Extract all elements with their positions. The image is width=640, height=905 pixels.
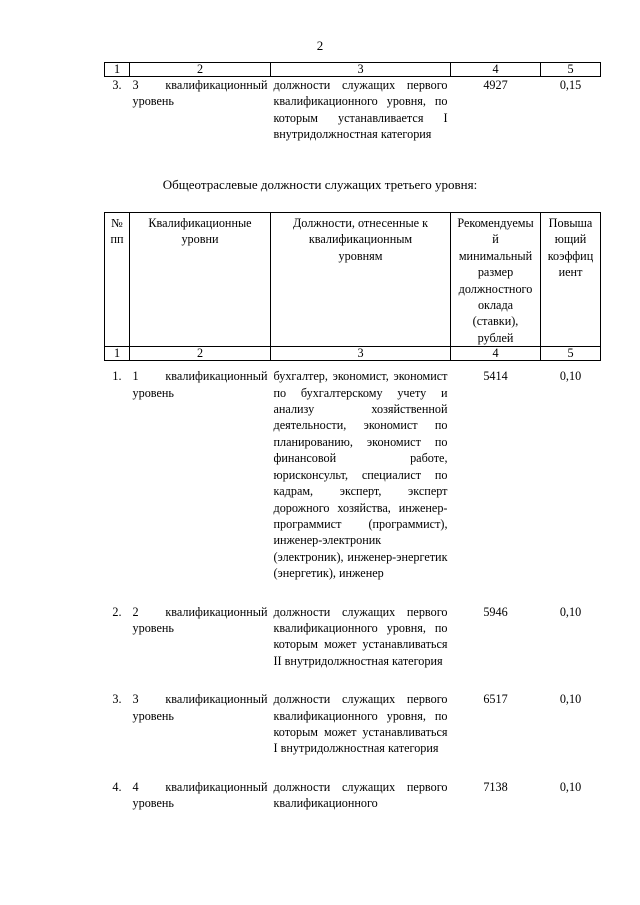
coefficient-value: 0,10 bbox=[559, 779, 582, 794]
column-number: 4 bbox=[451, 63, 541, 77]
qualification-level: 3 квалификационный уровень bbox=[132, 78, 268, 109]
column-number: 5 bbox=[541, 63, 601, 77]
column-number: 2 bbox=[130, 63, 271, 77]
column-number: 3 bbox=[271, 63, 451, 77]
column-number: 2 bbox=[130, 347, 271, 361]
coefficient-value: 0,10 bbox=[559, 369, 582, 384]
column-number: 4 bbox=[451, 347, 541, 361]
positions-list: бухгалтер, экономист, экономист по бухгалтерскому учету и анализу хозяйственной деятельности, экономист по планированию, экономист по финансовой работе, юрисконсульт, специалист по кадрам, эксперт, эксперт дорожного хозяйства, инженер-программист (программист), инженер-электроник (электроник), инженер-энергетик (энергетик), инженер bbox=[273, 369, 448, 581]
header-num: № пп bbox=[105, 213, 130, 347]
salary-value: 4927 bbox=[483, 78, 508, 92]
table-continuation bbox=[104, 62, 601, 143]
positions-list: должности служащих первого квалификационного уровня, по которым может устанавливаться I внутридолжностная категория bbox=[273, 692, 448, 756]
salary-value: 6517 bbox=[483, 692, 508, 707]
table-row bbox=[105, 361, 601, 582]
header-level: Квалификационные уровни bbox=[130, 213, 271, 347]
row-gap bbox=[105, 757, 601, 779]
column-number: 3 bbox=[271, 347, 451, 361]
qualification-level: 2 квалификационный уровень bbox=[132, 604, 268, 635]
section-heading: Общеотраслевые должности служащих третьего уровня: bbox=[162, 177, 478, 192]
row-number: 4. bbox=[112, 779, 122, 794]
positions-list: должности служащих первого квалификационного уровня, по которым может устанавливаться II внутридолжностная категория bbox=[273, 604, 448, 668]
table-third-level bbox=[104, 212, 601, 812]
page-number: 2 bbox=[316, 38, 324, 53]
salary-value: 5414 bbox=[483, 369, 508, 384]
salary-value: 7138 bbox=[483, 779, 508, 794]
coefficient-value: 0,10 bbox=[559, 692, 582, 707]
positions-list: должности служащих первого квалификационного bbox=[273, 779, 448, 811]
qualification-level: 4 квалификационный уровень bbox=[132, 779, 268, 811]
row-number: 3. bbox=[112, 78, 122, 92]
column-number-row bbox=[105, 347, 601, 361]
row-gap bbox=[105, 669, 601, 691]
table-header-row bbox=[105, 213, 601, 347]
table-row bbox=[105, 604, 601, 670]
table-row bbox=[105, 691, 601, 757]
table-row bbox=[105, 779, 601, 812]
row-number: 2. bbox=[112, 604, 122, 619]
header-positions: Должности, отнесенные к квалификационным уровням bbox=[271, 213, 451, 347]
table-row bbox=[105, 77, 601, 143]
row-number: 1. bbox=[112, 369, 122, 384]
qualification-level: 3 квалификационный уровень bbox=[132, 692, 268, 723]
positions-list: должности служащих первого квалификационного уровня, по которым устанавливается I внутридолжностная категория bbox=[273, 78, 448, 142]
column-number-row bbox=[105, 63, 601, 77]
column-number: 1 bbox=[105, 347, 130, 361]
row-gap bbox=[105, 582, 601, 604]
header-coefficient: Повышающий коэффициент bbox=[541, 213, 601, 347]
row-number: 3. bbox=[112, 692, 122, 707]
coefficient-value: 0,10 bbox=[559, 604, 582, 619]
column-number: 1 bbox=[105, 63, 130, 77]
column-number: 5 bbox=[541, 347, 601, 361]
qualification-level: 1 квалификационный уровень bbox=[132, 369, 268, 400]
header-salary: Рекомендуемый минимальный размер должностного оклада (ставки), рублей bbox=[451, 213, 541, 347]
coefficient-value: 0,15 bbox=[559, 78, 582, 92]
salary-value: 5946 bbox=[483, 604, 508, 619]
